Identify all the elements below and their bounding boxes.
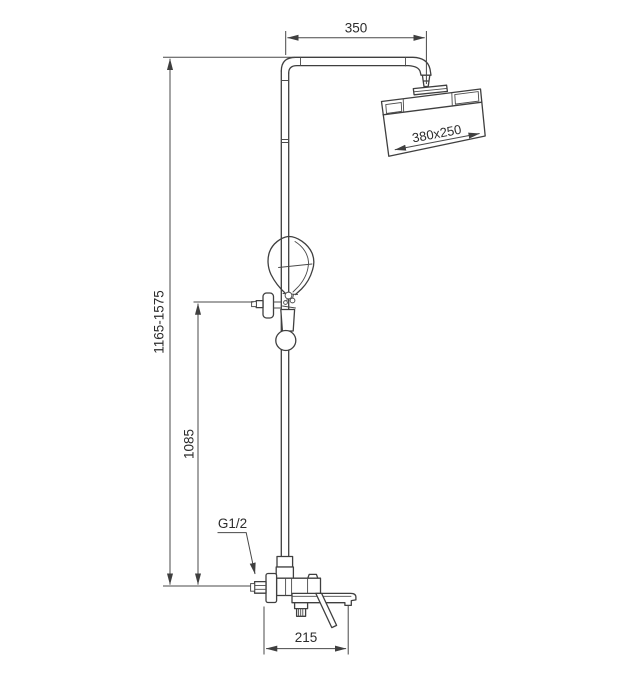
holder-pivot-circle-2 bbox=[290, 298, 295, 303]
hand-shower bbox=[268, 236, 314, 301]
shower-arm bbox=[281, 57, 447, 95]
thread-label: G1/2 bbox=[217, 516, 248, 531]
shower-holder bbox=[252, 292, 298, 350]
arm-outline bbox=[281, 57, 431, 75]
wall-flange bbox=[266, 574, 277, 603]
head-size-label: 380x250 bbox=[410, 121, 463, 146]
head-outline bbox=[382, 89, 486, 156]
arm-reach-label: 350 bbox=[344, 20, 368, 36]
wall-connection-nut bbox=[255, 582, 266, 594]
holder-links bbox=[274, 302, 282, 308]
hand-shower-outline bbox=[268, 236, 314, 294]
thread-leader-line bbox=[218, 533, 256, 574]
holder-knob bbox=[263, 293, 274, 318]
hand-shower-height-label: 1085 bbox=[181, 428, 197, 460]
dim-arm-reach bbox=[286, 21, 427, 85]
slider-lock-ball bbox=[276, 331, 296, 351]
mixer-faucet bbox=[251, 557, 356, 628]
pipe-collar-upper bbox=[277, 557, 293, 568]
arm-joint-ticks bbox=[301, 57, 406, 66]
holder-pivot-circle-3 bbox=[284, 301, 288, 305]
dim-hand-shower-height bbox=[182, 302, 254, 585]
dim-height-range bbox=[152, 59, 171, 585]
hand-shower-inner-line bbox=[279, 242, 313, 293]
holder-pivot-circle bbox=[285, 292, 292, 299]
spout-reach-label: 215 bbox=[294, 630, 318, 646]
holder-bracket bbox=[281, 310, 295, 332]
thread-callout bbox=[218, 516, 256, 574]
pipe-collar-lower bbox=[276, 567, 293, 578]
rain-shower-head bbox=[382, 89, 486, 156]
shower-outlet-base bbox=[295, 603, 308, 609]
holder-stem bbox=[256, 301, 263, 308]
riser-pipe-joints bbox=[281, 81, 288, 143]
height-range-label: 1165-1575 bbox=[151, 290, 167, 354]
nut-stub bbox=[251, 584, 255, 592]
